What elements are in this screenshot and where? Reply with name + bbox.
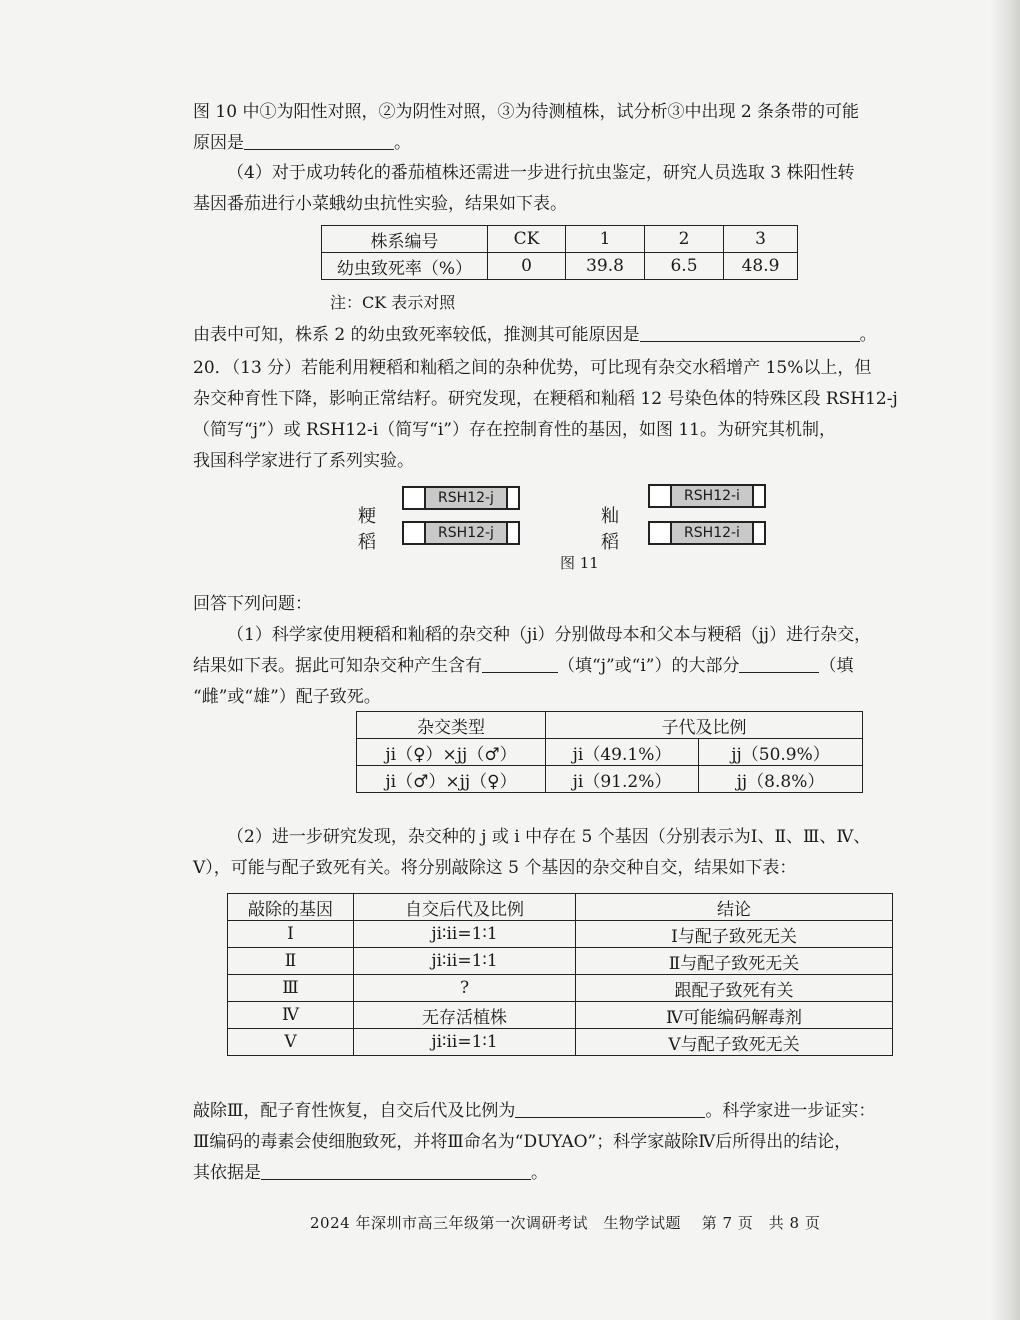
q20-2-line2: Ⅴ），可能与配子致死有关。将分别敲除这 5 个基因的杂交种自交，结果如下表： bbox=[193, 858, 797, 878]
table-cell: 6.5 bbox=[645, 253, 724, 280]
table-row bbox=[228, 975, 893, 1002]
table-cell: Ⅰ与配子致死无关 bbox=[576, 921, 893, 948]
q20-1-text-a: 结果如下表。据此可知杂交种产生含有 bbox=[193, 656, 482, 676]
answer-blank[interactable] bbox=[261, 1159, 531, 1180]
table-cell: 无存活植株 bbox=[354, 1002, 576, 1029]
table-cell: ji（91.2%） bbox=[546, 766, 699, 793]
table-row bbox=[322, 226, 798, 253]
q20-2-conclusion bbox=[193, 1096, 928, 1189]
q20-part2 bbox=[193, 822, 928, 884]
q20-1-line1: （1）科学家使用粳稻和籼稻的杂交种（ji）分别做母本和父本与粳稻（jj）进行杂交， bbox=[227, 625, 872, 645]
larva-mortality-table bbox=[321, 225, 798, 280]
q20-2-after1 bbox=[193, 1096, 928, 1127]
table-cell: 0 bbox=[488, 253, 566, 280]
q20-1-text-b: （填“j”或“i”）的大部分 bbox=[558, 656, 740, 676]
table-cell: ji∶ii=1∶1 bbox=[354, 1029, 576, 1056]
q19-line2 bbox=[193, 128, 928, 159]
indica-label: 籼稻 bbox=[601, 506, 619, 553]
table-cell: 39.8 bbox=[566, 253, 645, 280]
segment-j: RSH12-j bbox=[424, 488, 508, 508]
table-cell: Ⅱ与配子致死无关 bbox=[576, 948, 893, 975]
table-cell: ? bbox=[354, 975, 576, 1002]
japonica-label: 粳稻 bbox=[358, 506, 376, 553]
q20-intro-line: 杂交种育性下降，影响正常结籽。研究发现，在粳稻和籼稻 12 号染色体的特殊区段 RSH12-j bbox=[193, 389, 898, 409]
table-row bbox=[228, 1029, 893, 1056]
cross-results-table bbox=[356, 711, 863, 793]
table-cell: ji∶ii=1∶1 bbox=[354, 948, 576, 975]
q20-1-text-c: （填 bbox=[819, 656, 854, 676]
q20-intro-line: 我国科学家进行了系列实验。 bbox=[193, 451, 414, 471]
row-header: 株系编号 bbox=[322, 226, 488, 253]
table-cell: 2 bbox=[645, 226, 724, 253]
q20-part1 bbox=[193, 589, 928, 713]
q19-4-line2: 基因番茄进行小菜蛾幼虫抗性实验，结果如下表。 bbox=[193, 194, 567, 214]
q20-2-line1: （2）进一步研究发现，杂交种的 j 或 i 中存在 5 个基因（分别表示为Ⅰ、Ⅱ、Ⅲ、Ⅳ、 bbox=[227, 827, 871, 847]
table-row bbox=[357, 766, 863, 793]
table-row bbox=[357, 712, 863, 739]
table-header: 自交后代及比例 bbox=[354, 894, 576, 921]
table-cell: 跟配子致死有关 bbox=[576, 975, 893, 1002]
table-row bbox=[228, 948, 893, 975]
answer-blank[interactable] bbox=[640, 321, 860, 342]
figure-caption: 图 11 bbox=[560, 554, 599, 572]
table-cell: ji（♂）×jj（♀） bbox=[357, 766, 546, 793]
q20-2-after1-text: 敲除Ⅲ，配子育性恢复，自交后代及比例为 bbox=[193, 1101, 516, 1121]
knockout-table bbox=[227, 893, 893, 1056]
table-header: 敲除的基因 bbox=[228, 894, 354, 921]
q19-line2-end: 。 bbox=[394, 133, 411, 153]
table-cell: 3 bbox=[724, 226, 798, 253]
q19-4-conclusion-text: 由表中可知，株系 2 的幼虫致死率较低，推测其可能原因是 bbox=[193, 325, 640, 345]
table-row bbox=[228, 921, 893, 948]
table-row bbox=[228, 894, 893, 921]
table-header: 结论 bbox=[576, 894, 893, 921]
table-cell: Ⅲ bbox=[228, 975, 354, 1002]
table-header: 子代及比例 bbox=[546, 712, 863, 739]
q20-intro bbox=[193, 353, 928, 477]
q20-2-after1-end: 。科学家进一步证实： bbox=[705, 1101, 876, 1121]
q20-1-line3: “雌”或“雄”）配子致死。 bbox=[193, 687, 381, 707]
q20-intro-line: 20．（13 分）若能利用粳稻和籼稻之间的杂种优势，可比现有杂交水稻增产 15%以上，但 bbox=[193, 358, 872, 378]
q19-line2-text: 原因是 bbox=[193, 133, 244, 153]
table-cell: jj（50.9%） bbox=[699, 739, 863, 766]
segment-i: RSH12-i bbox=[670, 523, 754, 543]
q20-2-after3-end: 。 bbox=[531, 1163, 548, 1183]
table-cell: Ⅳ bbox=[228, 1002, 354, 1029]
q20-1-line2 bbox=[193, 651, 928, 682]
table-cell: Ⅰ bbox=[228, 921, 354, 948]
chromosome-i-bottom bbox=[648, 521, 766, 545]
page-footer: 2024 年深圳市高三年级第一次调研考试 生物学试题 第 7 页 共 8 页 bbox=[310, 1214, 821, 1232]
q19-part4 bbox=[193, 158, 928, 220]
q20-intro-line: （简写“j”）或 RSH12-i（简写“i”）存在控制育性的基因，如图 11。为研究其机制， bbox=[193, 420, 836, 440]
table-cell: Ⅴ与配子致死无关 bbox=[576, 1029, 893, 1056]
table-cell: Ⅳ可能编码解毒剂 bbox=[576, 1002, 893, 1029]
segment-j: RSH12-j bbox=[424, 523, 508, 543]
q19-4-conclusion bbox=[193, 320, 928, 351]
answer-blank[interactable] bbox=[739, 652, 819, 673]
table-row bbox=[228, 1002, 893, 1029]
chromosome-j-top bbox=[402, 486, 520, 510]
row-header: 幼虫致死率（%） bbox=[322, 253, 488, 280]
page-edge-shadow bbox=[990, 0, 1020, 1320]
q19-tail bbox=[193, 97, 928, 159]
table-note: 注：CK 表示对照 bbox=[330, 293, 456, 312]
table-cell: ji（49.1%） bbox=[546, 739, 699, 766]
q20-2-after3-text: 其依据是 bbox=[193, 1163, 261, 1183]
chromosome-i-top bbox=[648, 484, 766, 508]
q19-line1: 图 10 中①为阳性对照，②为阴性对照，③为待测植株，试分析③中出现 2 条条带的可能 bbox=[193, 102, 860, 122]
table-cell: Ⅱ bbox=[228, 948, 354, 975]
answer-blank[interactable] bbox=[482, 652, 558, 673]
q20-2-after2: Ⅲ编码的毒素会使细胞致死，并将Ⅲ命名为“DUYAO”；科学家敲除Ⅳ后所得出的结论， bbox=[193, 1132, 852, 1152]
table-row bbox=[322, 253, 798, 280]
table-cell: Ⅴ bbox=[228, 1029, 354, 1056]
answer-blank[interactable] bbox=[515, 1097, 705, 1118]
answer-prompt: 回答下列问题： bbox=[193, 594, 312, 614]
chromosome-j-bottom bbox=[402, 521, 520, 545]
table-row bbox=[357, 739, 863, 766]
table-cell: jj（8.8%） bbox=[699, 766, 863, 793]
table-cell: 48.9 bbox=[724, 253, 798, 280]
table-cell: 1 bbox=[566, 226, 645, 253]
q19-4-conclusion-end: 。 bbox=[859, 325, 877, 345]
q20-2-after3 bbox=[193, 1158, 928, 1189]
answer-blank[interactable] bbox=[244, 129, 394, 150]
table-cell: ji∶ii=1∶1 bbox=[354, 921, 576, 948]
q19-4-line1: （4）对于成功转化的番茄植株还需进一步进行抗虫鉴定，研究人员选取 3 株阳性转 bbox=[227, 163, 855, 183]
segment-i: RSH12-i bbox=[670, 486, 754, 506]
table-cell: ji（♀）×jj（♂） bbox=[357, 739, 546, 766]
table-cell: CK bbox=[488, 226, 566, 253]
table-header: 杂交类型 bbox=[357, 712, 546, 739]
